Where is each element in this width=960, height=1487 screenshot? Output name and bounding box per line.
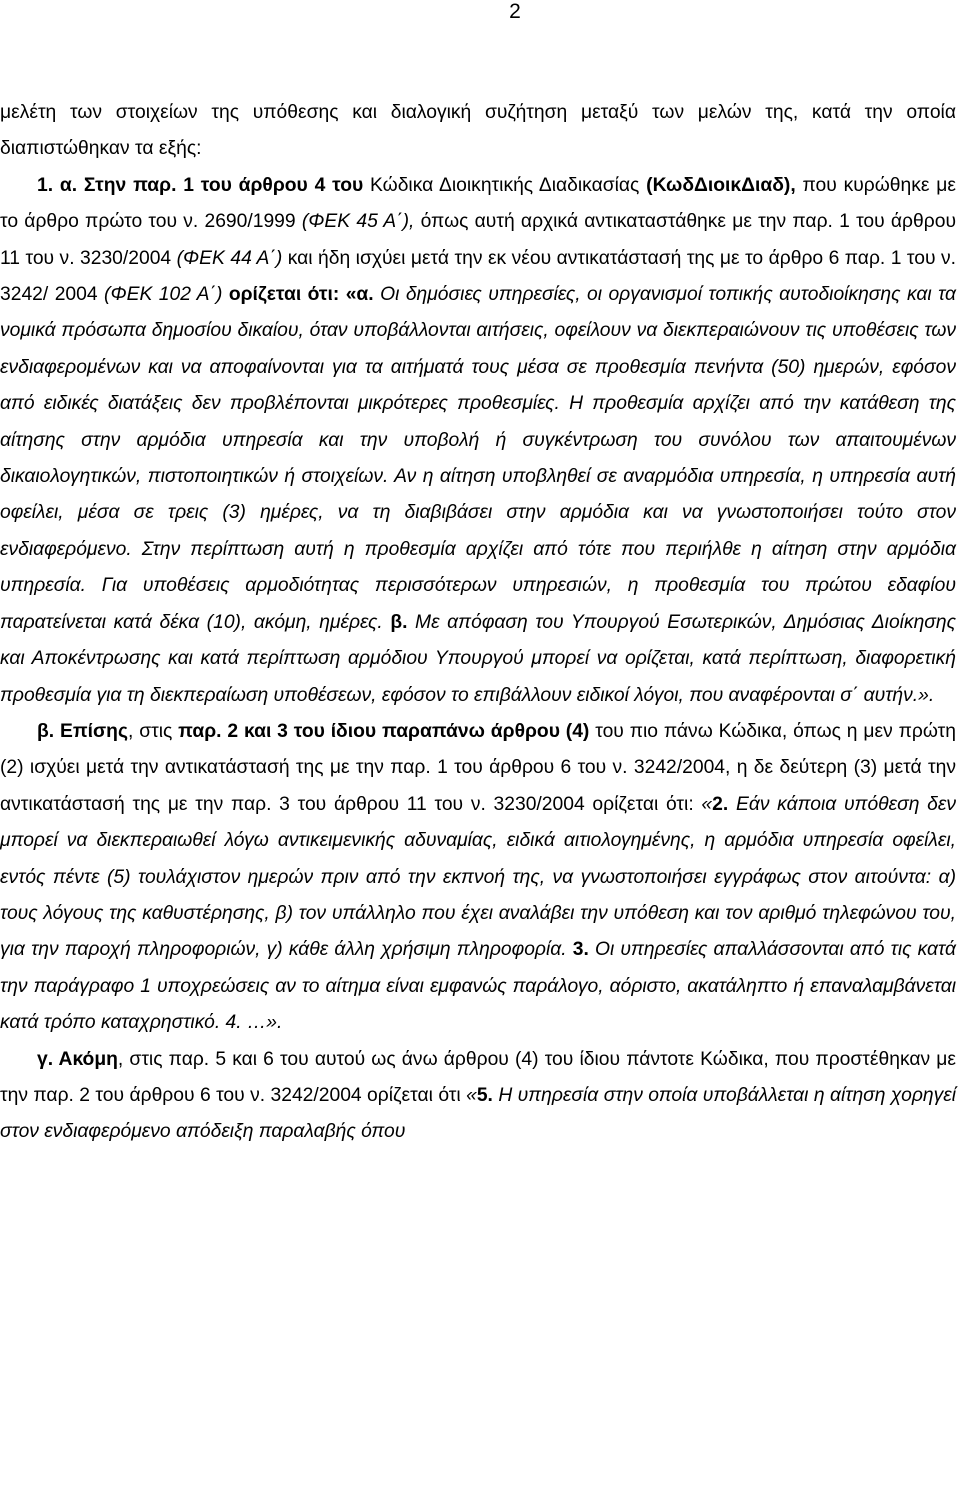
text-span: του πιο πάνω Κώδικα, όπως η μεν πρώτη (2) ισχύει μετά την αντικατάστασή της με την παρ. 1 του άρθρου 6 του ν. 3242/2004, η δε δεύτερη (3) μετά την αντικατάστασή της με την παρ. 3 του άρθρου 11 του ν. 3230/2004 ορίζεται ότι: [0,720,956,815]
paragraph-1c [0,1042,956,1151]
text-span: γ. Ακόμη [37,1048,118,1070]
paragraph-intro [0,95,956,168]
text-span: β. [390,611,408,633]
text-span: Κώδικα Διοικητικής Διαδικασίας [363,174,647,196]
paragraph-1a [0,168,956,714]
text-span: (ΦΕΚ 102 Α΄) [104,284,223,306]
paragraph-1b [0,714,956,1042]
text-span: 1. α. Στην παρ. 1 του άρθρου 4 του [37,174,364,196]
text-span: και ήδη ισχύει μετά την εκ νέου αντικατάστασή της με το άρθρο 6 παρ. 1 του ν. 3242/ 2004 [0,247,956,306]
text-span: (ΦΕΚ 45 Α΄), [301,211,415,233]
page-number: 2 [509,0,521,23]
text-span: μελέτη των στοιχείων της υπόθεσης και διαλογική συζήτηση μεταξύ των μελών της, κατά την οποία διαπιστώθηκαν τα εξής: [0,102,956,160]
text-span: (ΦΕΚ 44 Α΄) [176,247,283,269]
text-span: Με απόφαση του Υπουργού Εσωτερικών, Δημόσιας Διοίκησης και Αποκέντρωσης και κατά περίπτωση αρμόδιου Υπουργού μπορεί να ορίζεται, κατά περίπτωση, διαφορετική προθεσμία για τη διεκπεραίωση υποθέσεων, εφόσον το επιβάλλουν ειδικοί λόγοι, που αναφέρονται σ΄ αυτήν.». [0,611,956,706]
text-span: β. Επίσης [37,720,128,742]
text-span: ορίζεται ότι: «α. [228,284,374,306]
text-span: 3. [572,939,589,961]
document-body [0,95,956,1151]
text-span: παρ. 2 και 3 του ίδιου παραπάνω άρθρου (4) [178,720,590,742]
text-span: Οι δημόσιες υπηρεσίες, οι οργανισμοί τοπικής αυτοδιοίκησης και τα νομικά πρόσωπα δημοσίου δικαίου, όταν υποβάλλονται αιτήσεις, οφείλουν να διεκπεραιώνουν τις υποθέσεις των ενδιαφερομένων και να αποφαίνονται για τα αιτήματά τους μέσα σε προθεσμία πενήντα (50) ημερών, εφόσον από ειδικές διατάξεις δεν προβλέπονται μικρότερες προθεσμίες. Η προθεσμία αρχίζει από την κατάθεση της αίτησης στην αρμόδια υπηρεσία και την υποβολή ή συγκέντρωση του συνόλου των απαιτουμένων δικαιολογητικών, πιστοποιητικών ή στοιχείων. Αν η αίτηση υποβληθεί σε αναρμόδια υπηρεσία, η υπηρεσία αυτή οφείλει, μέσα σε τρεις (3) ημέρες, να τη διαβιβάσει στην αρμόδια και να γνωστοποιήσει τούτο στον ενδιαφερόμενο. Στην περίπτωση αυτή η προθεσμία αρχίζει από τότε που περιήλθε η αίτηση στην αρμόδια υπηρεσία. Για υποθέσεις αρμοδιότητας περισσότερων υπηρεσιών, η προθεσμία του πρώτου εδαφίου παρατείνεται κατά δέκα (10), ακόμη, ημέρες. [0,284,957,633]
text-span: Εάν κάποια υπόθεση δεν μπορεί να διεκπεραιωθεί λόγω αντικειμενικής αδυναμίας, ειδικά αιτιολογημένης, η αρμόδια υπηρεσία οφείλει, εντός πέντε (5) τουλάχιστον ημερών πριν από την εκπνοή της, να γνωστοποιήσει εγγράφως στον αιτούντα: α) τους λόγους της καθυστέρησης, β) τον υπάλληλο που έχει αναλάβει την υπόθεση και τον αριθμό τηλεφώνου του, για την παροχή πληροφοριών, γ) κάθε άλλη χρήσιμη πληροφορία. [0,793,956,961]
text-span: 5. [476,1084,493,1106]
text-span: « [701,793,713,815]
text-span: , στις [127,720,179,742]
text-span: όπως αυτή αρχικά αντικαταστάθηκε με την παρ. 1 του άρθρου 11 του ν. 3230/2004 [0,211,956,269]
text-span: 2. [712,793,729,815]
text-span: (ΚωδΔιοικΔιαδ), [646,174,796,196]
text-span: , στις παρ. 5 και 6 του αυτού ως άνω άρθρου (4) του ίδιου πάντοτε Κώδικα, που προστέθηκαν με την παρ. 2 του άρθρου 6 του ν. 3242/2004 ορίζεται ότι [0,1048,956,1106]
text-span: που κυρώθηκε με το άρθρο πρώτο του ν. 2690/1999 [0,174,957,233]
text-span: « [466,1084,477,1106]
text-span: Η υπηρεσία στην οποία υποβάλλεται η αίτηση χορηγεί στον ενδιαφερόμενο απόδειξη παραλαβής όπου [0,1084,956,1143]
text-span: Οι υπηρεσίες απαλλάσσονται από τις κατά την παράγραφο 1 υποχρεώσεις αν το αίτημα είναι εμφανώς παράλογο, αόριστο, ακατάληπτο ή επαναλαμβάνεται κατά τρόπο καταχρηστικό. 4. …». [0,939,956,1034]
